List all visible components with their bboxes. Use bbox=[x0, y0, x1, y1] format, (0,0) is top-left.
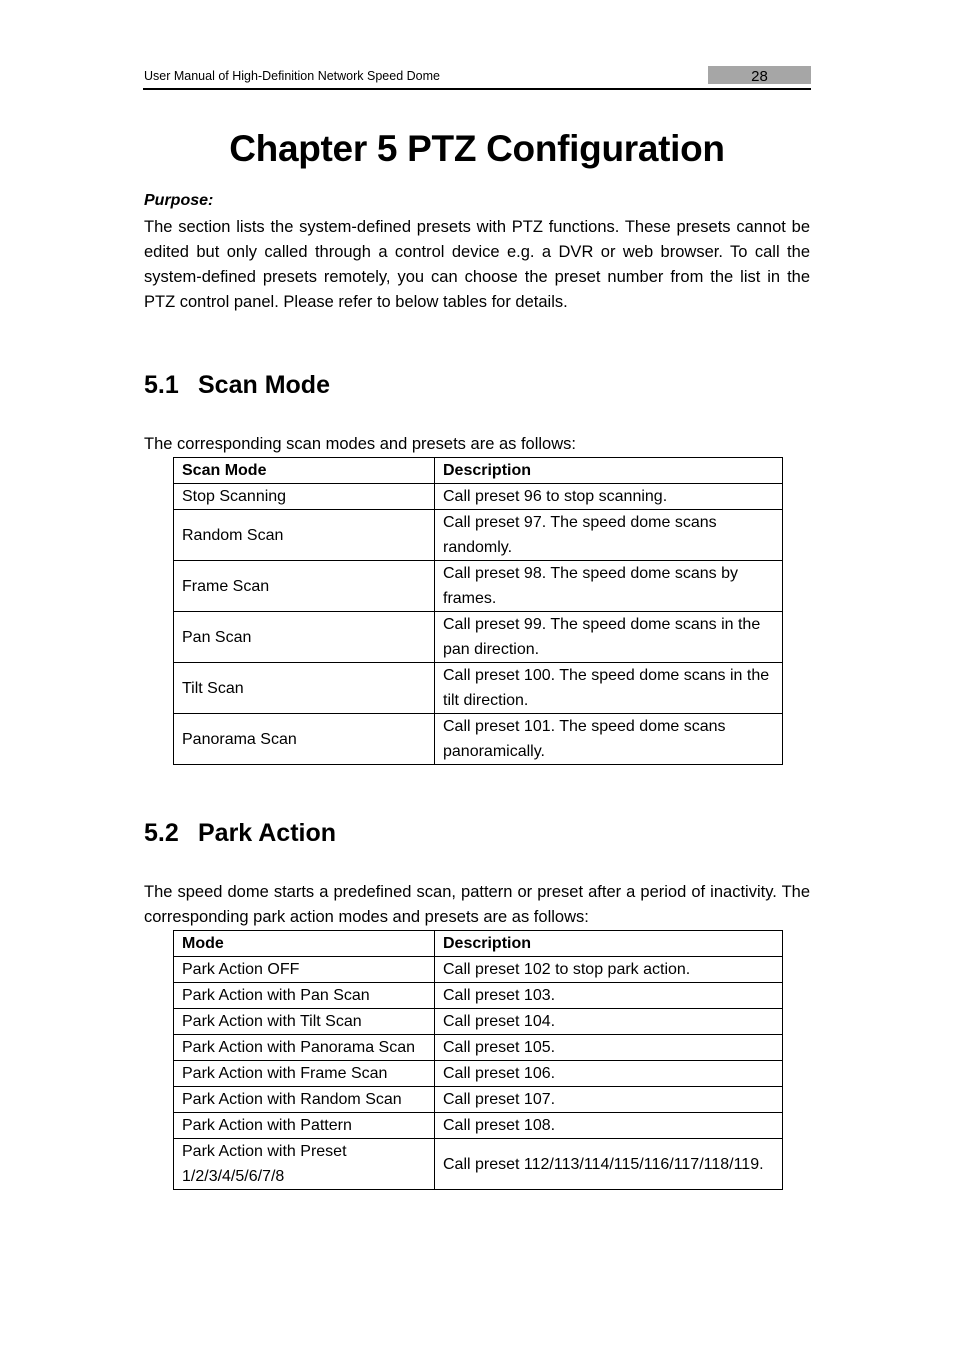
section-number: 5.1 bbox=[144, 371, 179, 399]
table-cell: Park Action with Preset 1/2/3/4/5/6/7/8 bbox=[174, 1139, 435, 1190]
table-cell: Call preset 108. bbox=[435, 1113, 783, 1139]
table-row bbox=[174, 1113, 783, 1139]
table-cell: Tilt Scan bbox=[174, 663, 435, 714]
table-cell: Call preset 103. bbox=[435, 983, 783, 1009]
table-row bbox=[174, 484, 783, 510]
park-action-table bbox=[173, 930, 783, 1190]
table-row bbox=[174, 561, 783, 612]
table-cell: Stop Scanning bbox=[174, 484, 435, 510]
purpose-text: The section lists the system-defined presets with PTZ functions. These presets cannot be edited but only called through a control device e.g. a DVR or web browser. To call the system-defined presets remotely, you can choose the preset number from the list in the PTZ control panel. Please refer to below tables for details. bbox=[144, 218, 810, 311]
table-row bbox=[174, 612, 783, 663]
scan-mode-table bbox=[173, 457, 783, 765]
table-header-cell: Scan Mode bbox=[174, 458, 435, 484]
table-header-row bbox=[174, 931, 783, 957]
table-cell: Call preset 100. The speed dome scans in the tilt direction. bbox=[435, 663, 783, 714]
table-cell: Call preset 102 to stop park action. bbox=[435, 957, 783, 983]
section-heading-park-action bbox=[144, 819, 336, 848]
table-row bbox=[174, 663, 783, 714]
table-row bbox=[174, 983, 783, 1009]
section-title: Scan Mode bbox=[198, 371, 330, 399]
table-row bbox=[174, 1009, 783, 1035]
chapter-title: Chapter 5 PTZ Configuration bbox=[229, 128, 725, 169]
table-row bbox=[174, 714, 783, 765]
header-title: User Manual of High-Definition Network Speed Dome bbox=[144, 69, 440, 83]
table-row bbox=[174, 1087, 783, 1113]
table-row bbox=[174, 1139, 783, 1190]
purpose-label: Purpose: bbox=[144, 192, 214, 209]
table-cell: Park Action with Tilt Scan bbox=[174, 1009, 435, 1035]
table-row bbox=[174, 1061, 783, 1087]
table-cell: Call preset 106. bbox=[435, 1061, 783, 1087]
scan-mode-intro: The corresponding scan modes and presets are as follows: bbox=[144, 435, 576, 453]
table-cell: Park Action OFF bbox=[174, 957, 435, 983]
table-cell: Call preset 105. bbox=[435, 1035, 783, 1061]
section-number: 5.2 bbox=[144, 819, 179, 847]
table-cell: Call preset 104. bbox=[435, 1009, 783, 1035]
table-cell: Call preset 96 to stop scanning. bbox=[435, 484, 783, 510]
table-row bbox=[174, 510, 783, 561]
table-cell: Park Action with Panorama Scan bbox=[174, 1035, 435, 1061]
table-row bbox=[174, 957, 783, 983]
section-title: Park Action bbox=[198, 819, 337, 847]
table-row bbox=[174, 1035, 783, 1061]
table-header-cell: Description bbox=[435, 931, 783, 957]
table-cell: Call preset 97. The speed dome scans randomly. bbox=[435, 510, 783, 561]
table-cell: Call preset 99. The speed dome scans in the pan direction. bbox=[435, 612, 783, 663]
table-cell: Call preset 112/113/114/115/116/117/118/119. bbox=[435, 1139, 783, 1190]
table-cell: Park Action with Frame Scan bbox=[174, 1061, 435, 1087]
table-cell: Call preset 101. The speed dome scans panoramically. bbox=[435, 714, 783, 765]
table-cell: Random Scan bbox=[174, 510, 435, 561]
table-cell: Frame Scan bbox=[174, 561, 435, 612]
table-header-cell: Description bbox=[435, 458, 783, 484]
table-cell: Pan Scan bbox=[174, 612, 435, 663]
page-number: 28 bbox=[708, 66, 811, 84]
table-header-row bbox=[174, 458, 783, 484]
table-cell: Call preset 98. The speed dome scans by frames. bbox=[435, 561, 783, 612]
page-header bbox=[143, 64, 811, 90]
table-cell: Panorama Scan bbox=[174, 714, 435, 765]
table-cell: Park Action with Pattern bbox=[174, 1113, 435, 1139]
table-cell: Park Action with Random Scan bbox=[174, 1087, 435, 1113]
table-header-cell: Mode bbox=[174, 931, 435, 957]
park-action-intro: The speed dome starts a predefined scan, pattern or preset after a period of inactivity. The corresponding park action modes and presets are as follows: bbox=[144, 883, 810, 926]
section-heading-scan-mode bbox=[144, 371, 330, 400]
table-cell: Park Action with Pan Scan bbox=[174, 983, 435, 1009]
table-cell: Call preset 107. bbox=[435, 1087, 783, 1113]
